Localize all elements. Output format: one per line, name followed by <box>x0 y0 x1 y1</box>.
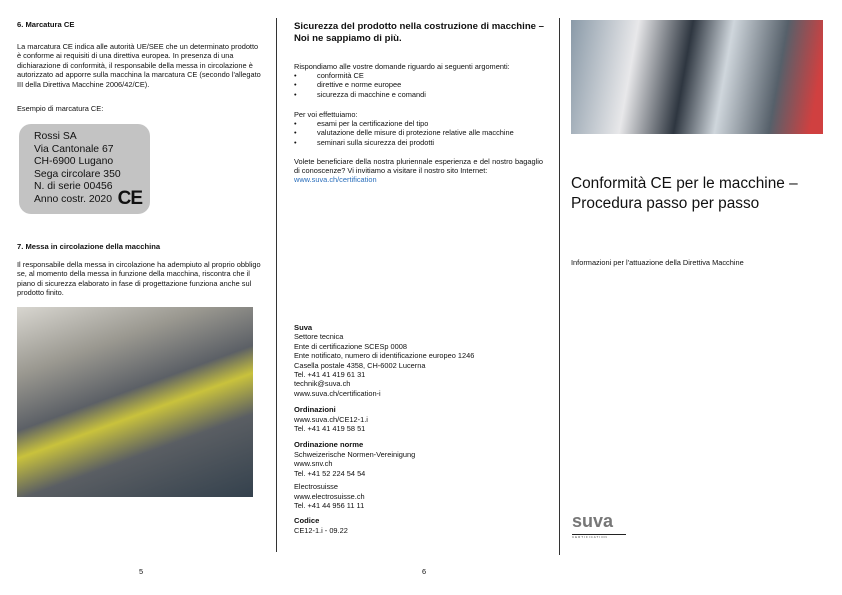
example-label: Esempio di marcatura CE: <box>17 104 104 113</box>
plate-line: Anno costr. 2020 <box>34 193 112 205</box>
page-number-5: 5 <box>139 567 144 576</box>
services-list <box>294 119 514 147</box>
code-value: CE12-1.i - 09.22 <box>294 525 348 535</box>
orders-phone: Tel. +41 41 419 58 51 <box>294 424 366 434</box>
contact-url[interactable]: www.suva.ch/certification-i <box>294 388 381 398</box>
topics-list <box>294 71 426 99</box>
section-7-title: 7. Messa in circolazione della macchina <box>17 242 161 251</box>
contact-line: Tel. +41 41 419 61 31 <box>294 370 366 380</box>
list-item: • sicurezza di macchine e comandi <box>294 90 426 99</box>
certification-link[interactable]: www.suva.ch/certification <box>294 175 377 184</box>
plate-line: Via Cantonale 67 <box>34 143 114 155</box>
plate-line: CH-6900 Lugano <box>34 156 114 168</box>
norms-heading: Ordinazione norme <box>294 440 364 450</box>
electro-phone: Tel. +41 44 956 11 11 <box>294 500 365 510</box>
engineers-photo <box>571 20 823 134</box>
page-number-6: 6 <box>422 567 427 576</box>
plate-line: Sega circolare 350 <box>34 168 121 180</box>
code-heading: Codice <box>294 516 320 526</box>
norms-url[interactable]: www.snv.ch <box>294 459 333 469</box>
section-6-body: La marcatura CE indica alle autorità UE/SEE che un determinato prodotto è conforme ai requisiti di una direttiva europea. In presenza di una dichiarazione di conformità, il responsabile della messa in circolazione è autorizzato ad apporre sulla macchina la marcatura CE (secondo l'allegato III della Direttiva Macchine 2006/42/CE). <box>17 42 261 89</box>
contact-email[interactable]: technik@suva.ch <box>294 379 351 389</box>
plate-line: N. di serie 00456 <box>34 181 113 193</box>
page-6-title: Sicurezza del prodotto nella costruzione di macchine – Noi ne sappiamo di più. <box>294 21 545 44</box>
contact-line: Ente notificato, numero di identificazione europeo 1246 <box>294 351 475 361</box>
suva-heading: Suva <box>294 323 313 332</box>
norms-phone: Tel. +41 52 224 54 54 <box>294 468 366 478</box>
orders-url[interactable]: www.suva.ch/CE12-1.i <box>294 414 368 424</box>
plate-line: Rossi SA <box>34 131 77 142</box>
ce-plate <box>19 124 150 214</box>
column-divider <box>559 18 560 555</box>
list-item: • conformità CE <box>294 71 426 80</box>
contact-line: Settore tecnica <box>294 332 344 342</box>
norms-line: Schweizerische Normen-Vereinigung <box>294 449 416 459</box>
contact-line: Ente di certificazione SCESp 0008 <box>294 341 407 351</box>
contact-line: Casella postale 4358, CH-6002 Lucerna <box>294 360 426 370</box>
electro-url[interactable]: www.electrosuisse.ch <box>294 491 365 501</box>
closing-text: Volete beneficiare della nostra pluriennale esperienza e del nostro bagaglio di conoscenze? Vi invitiamo a visitare il nostro sito Internet: <box>294 157 543 176</box>
section-7-body: Il responsabile della messa in circolazione ha adempiuto al proprio obbligo se, al momento della messa in funzione della macchina, riscontra che il piano di sicurezza elaborato in fase di progettazione funziona anche sul prodotto finito. <box>17 260 261 298</box>
services-intro: Per voi effettuiamo: <box>294 110 358 119</box>
logo-text: suva <box>572 511 614 531</box>
list-item: • esami per la certificazione del tipo <box>294 119 514 128</box>
column-divider <box>276 18 277 552</box>
electro-line: Electrosuisse <box>294 482 338 492</box>
suva-logo <box>572 512 626 540</box>
list-item: • direttive e norme europee <box>294 80 426 89</box>
suva-contact <box>294 323 474 535</box>
warehouse-photo <box>17 307 253 497</box>
ce-mark-icon: CE <box>117 188 142 210</box>
cover-title: Conformità CE per le macchine – Procedura passo per passo <box>571 175 798 212</box>
list-item: • valutazione delle misure di protezione relative alle macchine <box>294 128 514 137</box>
section-6-title: 6. Marcatura CE <box>17 20 75 29</box>
cover-subtitle: Informazioni per l'attuazione della Direttiva Macchine <box>571 258 744 267</box>
orders-heading: Ordinazioni <box>294 405 336 415</box>
intro-text: Rispondiamo alle vostre domande riguardo ai seguenti argomenti: <box>294 62 510 71</box>
list-item: • seminari sulla sicurezza dei prodotti <box>294 138 514 147</box>
logo-subtext: CERTIFICATION <box>572 534 626 540</box>
